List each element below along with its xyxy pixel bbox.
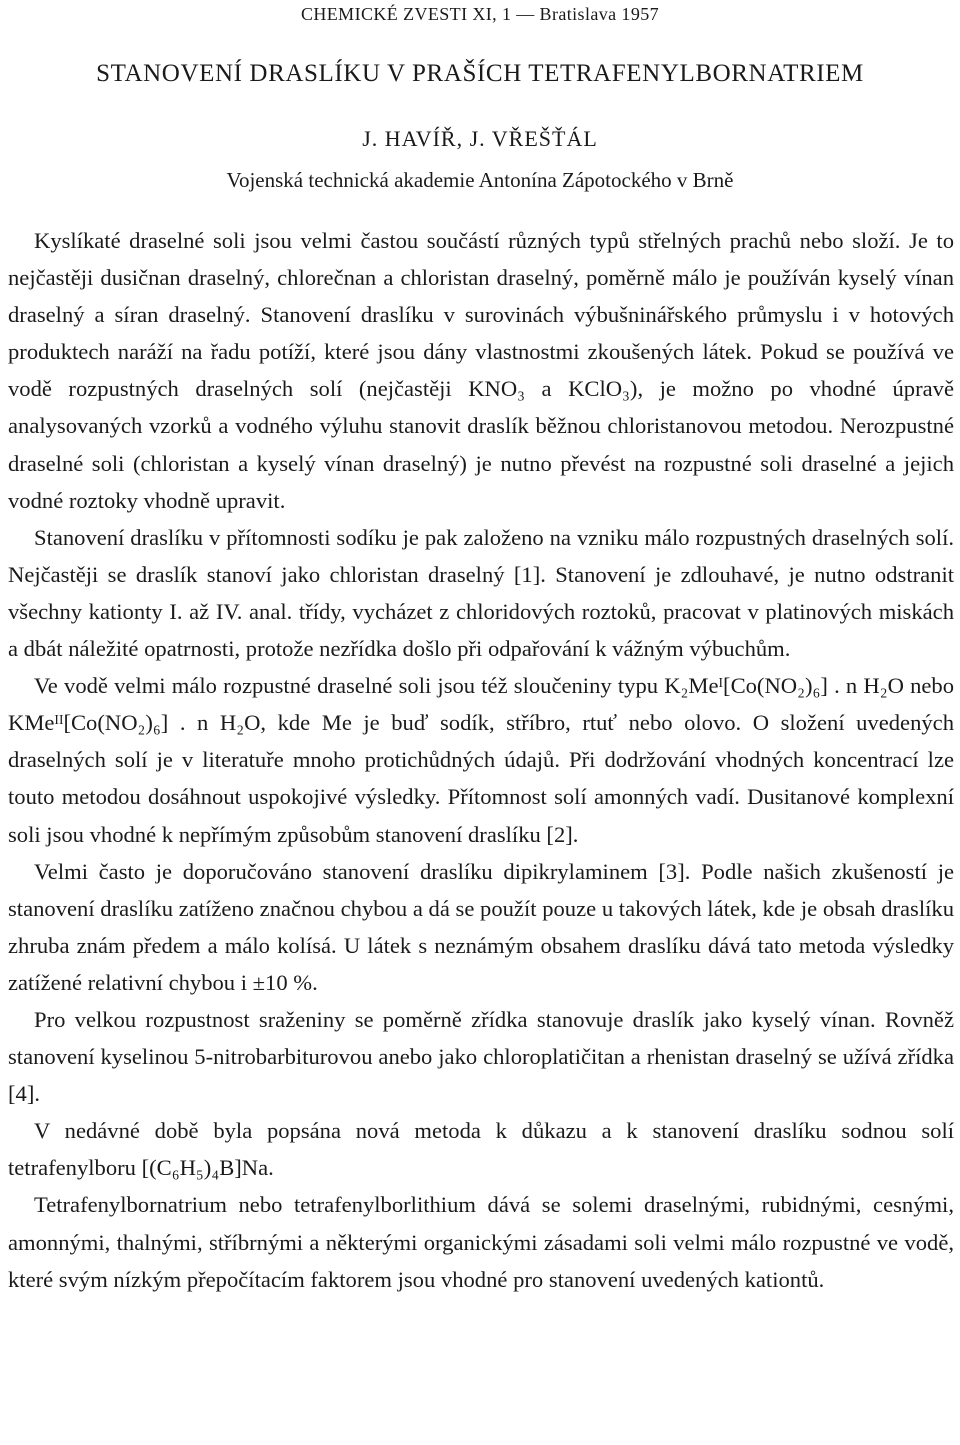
article-body bbox=[8, 222, 954, 1298]
paragraph-cobaltinitrite: Ve vodě velmi málo rozpustné draselné soli jsou též sloučeniny typu K₂Meᴵ[Co(NO₂)₆] . n H₂O nebo KMeᴵᴵ[Co(NO₂)₆] . n H₂O, kde Me je buď sodík, stříbro, rtuť nebo olovo. O složení uvedených draselných solí je v literatuře mnoho protichůdných údajů. Při dodržování vhodných koncentrací lze touto metodou dosáhnout uspokojivé výsledky. Přítomnost solí amonných vadí. Dusitanové komplexní soli jsou vhodné k nepřímým způsobům stanovení draslíku [2]. bbox=[8, 673, 954, 847]
paragraph-new-method: V nedávné době byla popsána nová metoda k důkazu a k stanovení draslíku sodnou solí tetrafenylboru [(C₆H₅)₄B]Na. bbox=[8, 1118, 954, 1181]
journal-header: CHEMICKÉ ZVESTI XI, 1 — Bratislava 1957 bbox=[300, 4, 660, 24]
paragraph-sodium-presence: Stanovení draslíku v přítomnosti sodíku je pak založeno na vzniku málo rozpustných draselných solí. Nejčastěji se draslík stanoví jako chloristan draselný [1]. Stanovení je zdlouhavé, je nutno odstranit všechny kationty I. až IV. anal. třídy, vycházet z chloridových roztoků, pracovat v platinových miskách a dbát náležité opatrnosti, protože nezřídka došlo při odpařování k vážným výbuchům. bbox=[8, 524, 954, 662]
paragraph-dipicrylamine: Velmi často je doporučováno stanovení draslíku dipikrylaminem [3]. Podle našich zkušeností je stanovení draslíku zatíženo značnou chybou a dá se použít pouze u takových látek, kde je obsah draslíku zhruba znám předem a málo kolísá. U látek s neznámým obsahem draslíku dává tato metoda výsledky zatížené relativní chybou i ±10 %. bbox=[8, 858, 954, 995]
article-title: STANOVENÍ DRASLÍKU V PRAŠÍCH TETRAFENYLBORNATRIEM bbox=[96, 60, 864, 87]
article-affiliation: Vojenská technická akademie Antonína Zápotockého v Brně bbox=[226, 168, 734, 192]
paragraph-intro: Kyslíkaté draselné soli jsou velmi častou součástí různých typů střelných prachů nebo složí. Je to nejčastěji dusičnan draselný, chlorečnan a chloristan draselný, poměrně málo je používán kyselý vínan draselný a síran draselný. Stanovení draslíku v surovinách výbušninářského průmyslu i v hotových produktech naráží na řadu potíží, které jsou dány vlastnostmi zkoušených látek. Pokud se používá ve vodě rozpustných draselných solí (nejčastěji KNO₃ a KClO₃), je možno po vhodné úpravě analysovaných vzorků a vodného výluhu stanovit draslík běžnou chloristanovou metodou. Nerozpustné draselné soli (chloristan a kyselý vínan draselný) je nutno převést na rozpustné soli draselné a jejich vodné roztoky vhodně upravit. bbox=[8, 228, 954, 513]
paragraph-tetraphenylborate: Tetrafenylbornatrium nebo tetrafenylborlithium dává se solemi draselnými, rubidnými, cesnými, amonnými, thalnými, stříbrnými a některými organickými zásadami soli velmi málo rozpustné ve vodě, které svým nízkým přepočítacím faktorem jsou vhodné pro stanovení uvedených kationtů. bbox=[8, 1192, 954, 1292]
paragraph-tartrate: Pro velkou rozpustnost sraženiny se poměrně zřídka stanovuje draslík jako kyselý vínan. Rovněž stanovení kyselinou 5-nitrobarbiturovou anebo jako chloroplatičitan a rhenistan draselný se užívá zřídka [4]. bbox=[8, 1006, 954, 1107]
article-authors: J. HAVÍŘ, J. VŘEŠŤÁL bbox=[362, 126, 598, 151]
